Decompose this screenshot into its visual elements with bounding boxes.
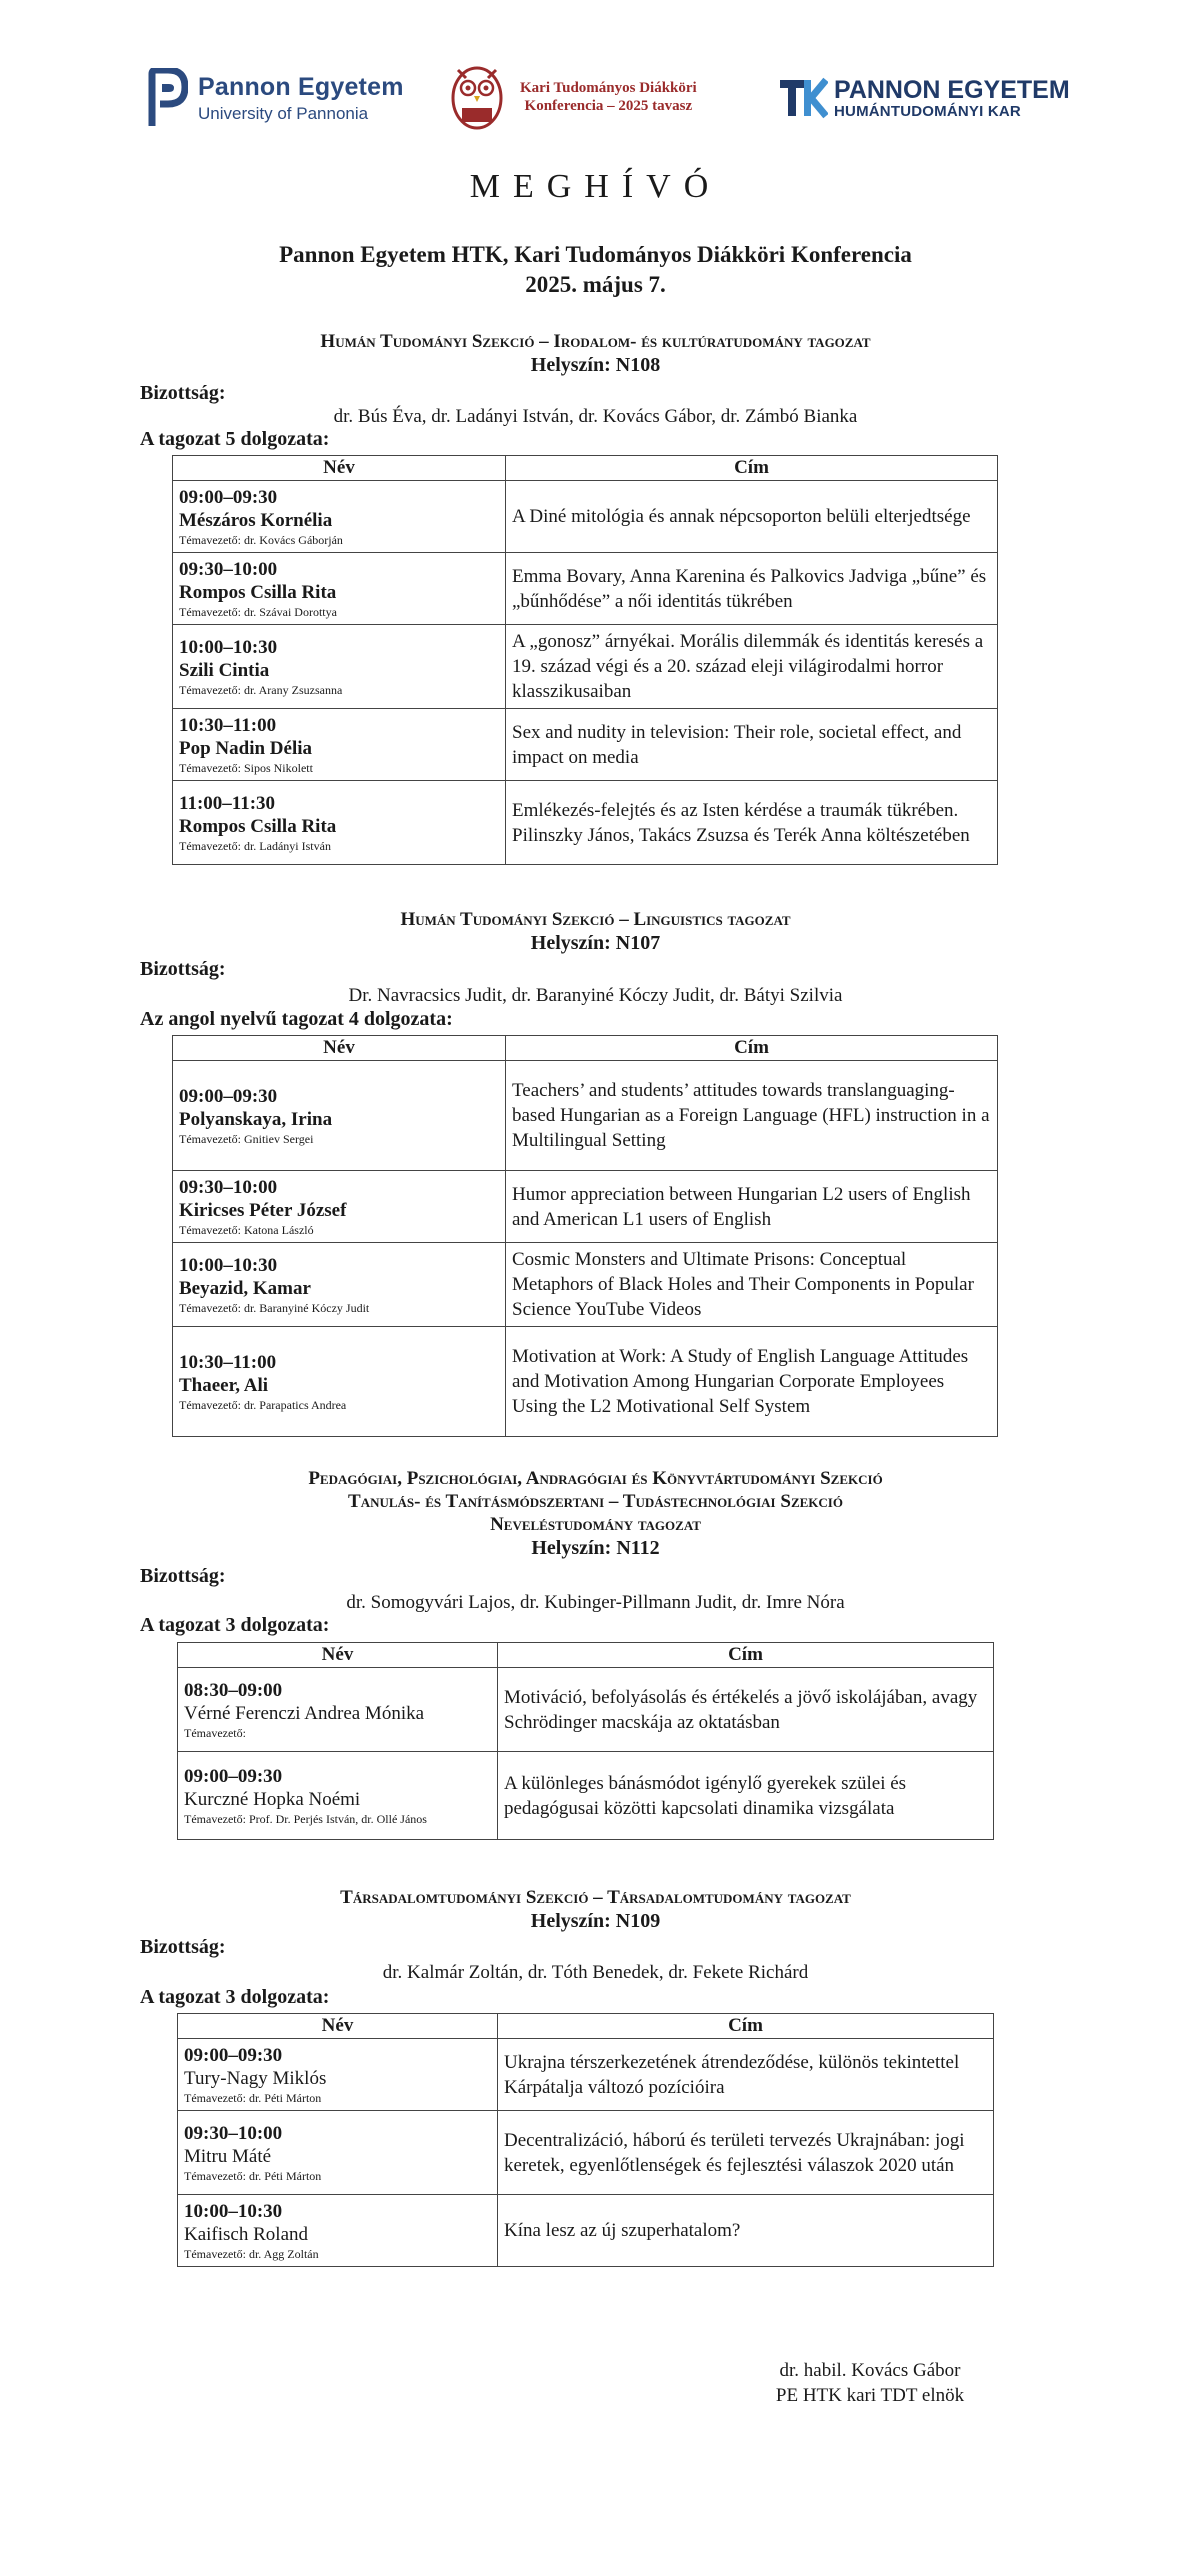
tdk-logo xyxy=(448,62,697,132)
papers-label: A tagozat 3 dolgozata: xyxy=(140,1614,330,1636)
committee-members: dr. Somogyvári Lajos, dr. Kubinger-Pillmann Judit, dr. Imre Nóra xyxy=(346,1592,845,1613)
section-heading: Humán Tudományi Szekció – Irodalom- és kultúratudomány tagozat xyxy=(320,331,871,352)
conference-date: 2025. május 7. xyxy=(525,272,666,297)
supervisor: Témavezető: dr. Péti Márton xyxy=(184,2168,322,2183)
htk-logo xyxy=(780,76,1070,120)
table-row xyxy=(173,553,998,625)
name-header: Név xyxy=(178,2014,498,2039)
papers-table xyxy=(172,1035,998,1437)
paper-title: Sex and nudity in television: Their role, societal effect, and impact on media xyxy=(512,721,962,768)
table-header xyxy=(178,1643,994,1668)
section-location: Helyszín: N112 xyxy=(531,1537,660,1559)
signatory-role: PE HTK kari TDT elnök xyxy=(775,2385,965,2406)
supervisor: Témavezető: Prof. Dr. Perjés István, dr. Ollé János xyxy=(184,1811,427,1826)
section-heading: Humán Tudományi Szekció – Linguistics tagozat xyxy=(400,909,791,930)
logo-bar xyxy=(0,62,1191,142)
table-header xyxy=(173,1036,998,1061)
papers-label: A tagozat 3 dolgozata: xyxy=(140,1986,330,2008)
papers-table xyxy=(177,2013,994,2267)
time-slot: 09:30–10:00 xyxy=(184,2122,283,2144)
name-header: Név xyxy=(178,1643,498,1668)
committee-label: Bizottság: xyxy=(140,382,226,404)
presenter-name: Szili Cintia xyxy=(179,659,270,681)
tdk-logo-line2: Konferencia – 2025 tavasz xyxy=(524,98,693,114)
paper-title: Emlékezés-felejtés és az Isten kérdése a traumák tükrében. Pilinszky János, Takács Zsuzsa és Terék Anna költészetében xyxy=(512,799,970,846)
conference-subtitle xyxy=(0,240,1191,300)
section-heading: Tanulás- és Tanításmódszertani – Tudástechnológiai Szekció xyxy=(348,1491,843,1512)
time-slot: 09:30–10:00 xyxy=(179,558,278,580)
paper-title: Cosmic Monsters and Ultimate Prisons: Conceptual Metaphors of Black Holes and Their Components in Popular Science YouTube Videos xyxy=(512,1249,974,1320)
papers-table xyxy=(172,455,998,865)
pannon-p-icon xyxy=(148,68,188,128)
signatory-name: dr. habil. Kovács Gábor xyxy=(779,2360,961,2381)
paper-title: Emma Bovary, Anna Karenina és Palkovics Jadviga „bűne” és „bűnhődése” a női identitás tükrében xyxy=(512,565,987,612)
owl-icon xyxy=(448,62,506,132)
time-slot: 10:00–10:30 xyxy=(179,636,278,658)
time-slot: 09:00–09:30 xyxy=(184,2044,283,2066)
supervisor: Témavezető: Katona László xyxy=(179,1222,314,1237)
name-header: Név xyxy=(173,1036,506,1061)
committee-label: Bizottság: xyxy=(140,958,226,980)
table-row xyxy=(173,709,998,781)
section-1 xyxy=(0,330,1191,377)
presenter-name: Mitru Máté xyxy=(184,2145,272,2167)
presenter-name: Thaeer, Ali xyxy=(179,1374,269,1396)
table-header xyxy=(173,456,998,481)
section-heading: Társadalomtudományi Szekció – Társadalomtudomány tagozat xyxy=(340,1887,851,1908)
supervisor: Témavezető: dr. Arany Zsuzsanna xyxy=(179,682,343,697)
section-location: Helyszín: N109 xyxy=(530,1910,661,1932)
paper-title: Kína lesz az új szuperhatalom? xyxy=(504,2220,741,2241)
paper-title: A különleges bánásmódot igénylő gyerekek szülei és pedagógusai közötti kapcsolati dinamika vizsgálata xyxy=(504,1772,907,1819)
committee-members: dr. Kalmár Zoltán, dr. Tóth Benedek, dr. Fekete Richárd xyxy=(382,1962,809,1983)
committee-members: Dr. Navracsics Judit, dr. Baranyiné Kóczy Judit, dr. Bátyi Szilvia xyxy=(348,985,843,1006)
papers-label: A tagozat 5 dolgozata: xyxy=(140,428,330,450)
presenter-name: Beyazid, Kamar xyxy=(179,1277,311,1299)
page-title: MEGHÍVÓ xyxy=(469,168,722,205)
supervisor: Témavezető: Sipos Nikolett xyxy=(179,760,313,775)
table-row xyxy=(178,1668,994,1752)
presenter-name: Vérné Ferenczi Andrea Mónika xyxy=(184,1702,425,1724)
time-slot: 10:00–10:30 xyxy=(184,2200,283,2222)
time-slot: 10:00–10:30 xyxy=(179,1254,278,1276)
section-location: Helyszín: N108 xyxy=(530,354,661,376)
table-row xyxy=(173,1243,998,1327)
section-2 xyxy=(0,908,1191,955)
paper-title: Decentralizáció, háború és területi tervezés Ukrajnában: jogi keretek, egyenlőtlenségek és fejlesztési válaszok 2020 után xyxy=(504,2129,965,2176)
table-row xyxy=(173,481,998,553)
table-header xyxy=(178,2014,994,2039)
time-slot: 09:00–09:30 xyxy=(184,1765,283,1787)
presenter-name: Kaifisch Roland xyxy=(184,2223,309,2245)
time-slot: 10:30–11:00 xyxy=(179,714,277,736)
section-heading: Pedagógiai, Pszichológiai, Andragógiai és Könyvtártudományi Szekció xyxy=(308,1468,883,1489)
supervisor: Témavezető: dr. Szávai Dorottya xyxy=(179,604,337,619)
title-header: Cím xyxy=(498,1643,994,1668)
paper-title: A „gonosz” árnyékai. Morális dilemmák és identitás keresés a 19. század végi és a 20. század eleji világirodalmi horror klasszikusaiban xyxy=(512,631,984,702)
paper-title: Ukrajna térszerkezetének átrendeződése, különös tekintettel Kárpátalja változó pozícióira xyxy=(504,2051,960,2098)
table-row xyxy=(173,1061,998,1171)
supervisor: Témavezető: dr. Péti Márton xyxy=(184,2090,322,2105)
title-header: Cím xyxy=(506,456,998,481)
time-slot: 10:30–11:00 xyxy=(179,1351,277,1373)
presenter-name: Kurczné Hopka Noémi xyxy=(184,1788,361,1810)
committee-members: dr. Bús Éva, dr. Ladányi István, dr. Kovács Gábor, dr. Zámbó Bianka xyxy=(333,406,858,427)
pannon-logo-subtitle: University of Pannonia xyxy=(198,103,369,123)
presenter-name: Rompos Csilla Rita xyxy=(179,581,337,603)
table-row xyxy=(178,2039,994,2111)
time-slot: 09:00–09:30 xyxy=(179,1085,278,1107)
paper-title: Teachers’ and students’ attitudes towards translanguaging-based Hungarian as a Foreign Language (HFL) instruction in a Multilingual Setting xyxy=(512,1080,990,1151)
supervisor: Témavezető: dr. Ladányi István xyxy=(179,838,331,853)
tk-monogram-icon xyxy=(780,76,828,120)
table-row xyxy=(178,2111,994,2195)
supervisor: Témavezető: dr. Agg Zoltán xyxy=(184,2246,319,2261)
table-row xyxy=(173,1327,998,1437)
paper-title: Motivation at Work: A Study of English Language Attitudes and Motivation Among Hungarian Corporate Employees Using the L2 Motivational Self System xyxy=(512,1346,969,1417)
tdk-logo-line1: Kari Tudományos Diákköri xyxy=(520,80,697,96)
committee-label: Bizottság: xyxy=(140,1936,226,1958)
papers-label: Az angol nyelvű tagozat 4 dolgozata: xyxy=(140,1008,453,1030)
pannon-logo xyxy=(148,68,404,128)
section-heading: Neveléstudomány tagozat xyxy=(490,1514,701,1535)
table-row xyxy=(178,2195,994,2267)
paper-title: Motiváció, befolyásolás és értékelés a jövő iskolájában, avagy Schrödinger macskája az oktatásban xyxy=(504,1686,978,1733)
htk-logo-subtitle: HUMÁNTUDOMÁNYI KAR xyxy=(834,102,1021,120)
table-row xyxy=(173,781,998,865)
supervisor: Témavezető: xyxy=(184,1725,246,1740)
table-row xyxy=(173,1171,998,1243)
signature-block xyxy=(740,2358,1000,2408)
supervisor: Témavezető: dr. Baranyiné Kóczy Judit xyxy=(179,1300,370,1315)
supervisor: Témavezető: Gnitiev Sergei xyxy=(179,1131,314,1146)
paper-title: A Diné mitológia és annak népcsoporton belüli elterjedtsége xyxy=(512,506,971,527)
presenter-name: Rompos Csilla Rita xyxy=(179,815,337,837)
presenter-name: Pop Nadin Délia xyxy=(179,737,313,759)
pannon-logo-title: Pannon Egyetem xyxy=(198,72,404,101)
name-header: Név xyxy=(173,456,506,481)
table-row xyxy=(178,1752,994,1840)
paper-title: Humor appreciation between Hungarian L2 users of English and American L1 users of English xyxy=(512,1183,971,1230)
presenter-name: Mészáros Kornélia xyxy=(179,509,333,531)
table-row xyxy=(173,625,998,709)
section-location: Helyszín: N107 xyxy=(530,932,661,954)
title-header: Cím xyxy=(498,2014,994,2039)
papers-table xyxy=(177,1642,994,1840)
time-slot: 09:30–10:00 xyxy=(179,1176,278,1198)
time-slot: 09:00–09:30 xyxy=(179,486,278,508)
htk-logo-title: PANNON EGYETEM xyxy=(834,75,1070,104)
supervisor: Témavezető: dr. Parapatics Andrea xyxy=(179,1397,347,1412)
conference-name: Pannon Egyetem HTK, Kari Tudományos Diákköri Konferencia xyxy=(279,242,912,267)
presenter-name: Polyanskaya, Irina xyxy=(179,1108,333,1130)
presenter-name: Kiricses Péter József xyxy=(179,1199,347,1221)
committee-label: Bizottság: xyxy=(140,1565,226,1587)
presenter-name: Tury-Nagy Miklós xyxy=(184,2067,327,2089)
time-slot: 08:30–09:00 xyxy=(184,1679,283,1701)
section-4 xyxy=(0,1886,1191,1933)
supervisor: Témavezető: dr. Kovács Gáborján xyxy=(179,532,343,547)
time-slot: 11:00–11:30 xyxy=(179,792,276,814)
section-3 xyxy=(0,1467,1191,1560)
title-header: Cím xyxy=(506,1036,998,1061)
